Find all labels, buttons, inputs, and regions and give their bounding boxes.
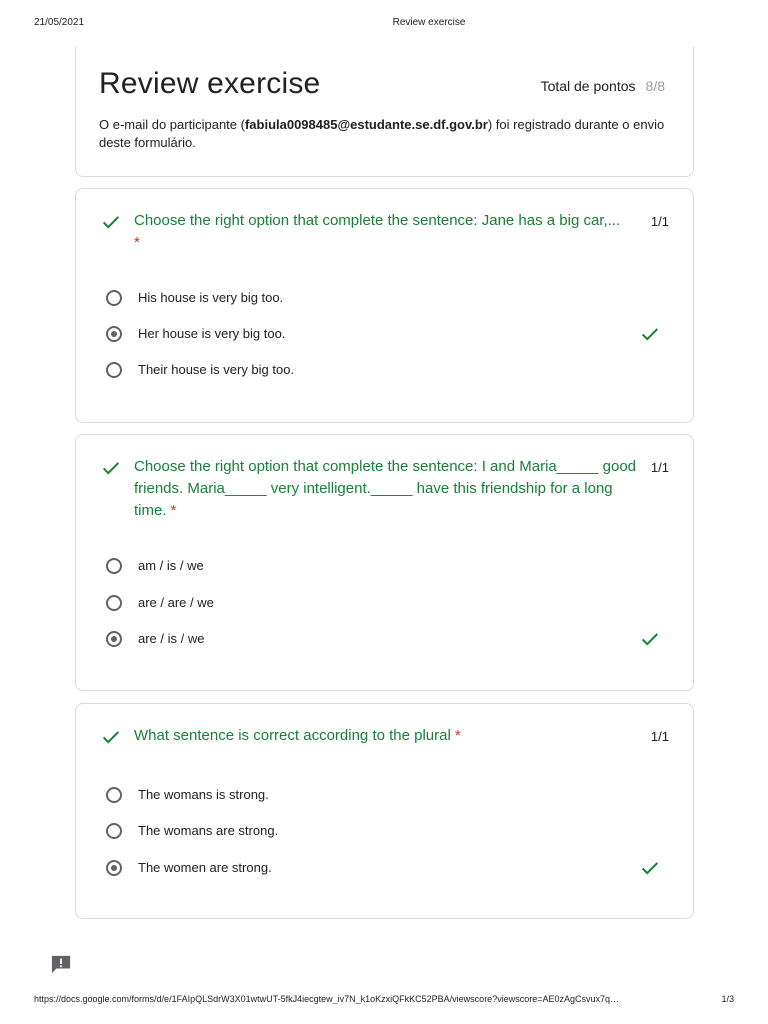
print-footer [0,994,768,1008]
option-label: The womans are strong. [138,823,279,838]
option-label: Her house is very big too. [138,326,286,341]
option-label: The women are strong. [138,860,272,875]
option-row [106,361,666,383]
radio-button [106,787,122,803]
question-card-3 [75,703,694,919]
print-date: 21/05/2021 [34,17,85,28]
required-asterisk: * [134,234,140,251]
total-points-label: Total de pontos [540,78,636,94]
question-text: Choose the right option that complete the sentence: Jane has a big car,... [134,212,621,229]
option-row [106,786,666,808]
total-points [541,78,665,94]
email-note-suffix: ) foi registrado durante o envio deste formulário. [99,117,665,150]
participant-email: fabiula0098485@estudante.se.df.gov.br [244,117,488,132]
option-label: The womans is strong. [138,787,269,802]
radio-button [106,595,122,611]
radio-button [106,362,122,378]
question-title [134,456,644,522]
option-label: are / is / we [138,631,205,646]
question-title [134,210,649,254]
question-card-2 [75,434,694,691]
option-row [106,859,666,881]
option-row [106,594,666,616]
check-icon [639,628,661,650]
email-note [99,116,679,152]
check-icon [100,726,122,748]
print-title: Review exercise [392,17,466,28]
total-points-score: 8/8 [645,78,665,94]
question-card-1 [75,188,694,423]
print-url: https://docs.google.com/forms/d/e/1FAIpQLSdrW3X01wtwUT-5fkJ4iecgtew_iv7N_k1oKzxiQFkKC52PBA/viewscore?viewscore=AE0zAgCsvux7q… [34,994,619,1004]
required-asterisk: * [454,727,461,744]
check-icon [100,457,122,479]
radio-button-selected [106,631,122,647]
question-points: 1/1 [650,729,669,744]
form-header-card [75,47,694,177]
option-row [106,289,666,311]
check-icon [100,211,122,233]
radio-button-selected [106,326,122,342]
email-note-prefix: O e-mail do participante ( [99,117,245,132]
feedback-icon[interactable] [50,954,72,974]
option-row [106,822,666,844]
option-label: His house is very big too. [138,290,284,305]
question-text: Choose the right option that complete the sentence: I and Maria_____ good friends. Maria_____ very intelligent._____ have this friendship for a long time. [134,458,637,519]
question-points: 1/1 [650,214,669,229]
option-row [106,557,666,579]
option-label: Their house is very big too. [138,362,295,377]
radio-button-selected [106,860,122,876]
required-asterisk: * [170,502,177,519]
print-header [0,17,768,31]
check-icon [639,323,661,345]
option-label: am / is / we [138,558,204,573]
question-title [134,725,649,747]
option-row [106,630,666,652]
radio-button [106,558,122,574]
check-icon [639,857,661,879]
option-label: are / are / we [138,595,214,610]
radio-button [106,823,122,839]
question-text: What sentence is correct according to the plural [134,727,451,744]
question-points: 1/1 [650,460,669,475]
form-title: Review exercise [99,67,321,100]
print-page-number: 1/3 [721,994,734,1004]
option-row [106,325,666,347]
radio-button [106,290,122,306]
